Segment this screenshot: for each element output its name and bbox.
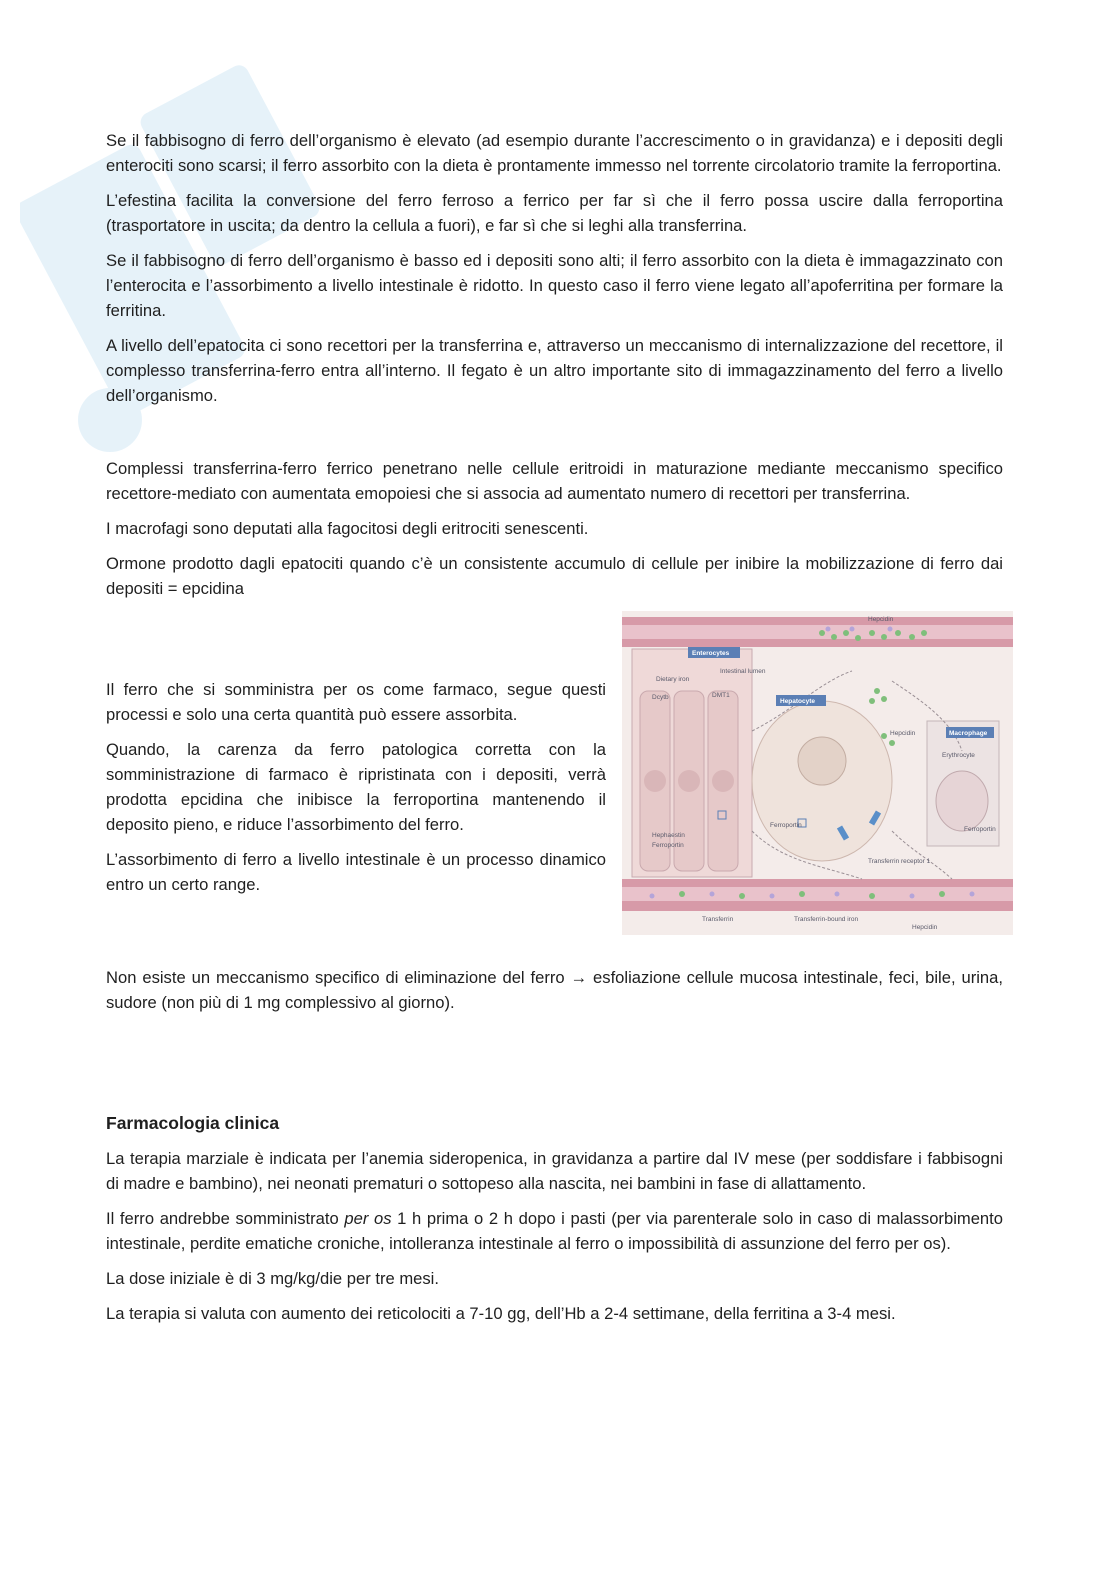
label-ferroportin-left: Ferroportin bbox=[652, 842, 684, 849]
paragraph: La dose iniziale è di 3 mg/kg/die per tre mesi. bbox=[106, 1269, 439, 1288]
label-erythrocyte: Erythrocyte bbox=[942, 752, 975, 759]
italic-term: per os bbox=[344, 1209, 392, 1228]
paragraph: Se il fabbisogno di ferro dell’organismo è basso ed i depositi sono alti; il ferro assorbito con la dieta è immagazzinato con l’enterocita e l’assorbimento a livello intestinale è ridotto. In questo caso il ferro viene legato all’apoferritina per formare la ferritina. bbox=[106, 251, 1003, 320]
label-transferrin-receptor: Transferrin receptor 1 bbox=[868, 858, 931, 865]
document-page bbox=[106, 128, 1003, 1336]
label-dietary-iron: Dietary iron bbox=[656, 676, 690, 683]
paragraph: L’assorbimento di ferro a livello intestinale è un processo dinamico entro un certo range. bbox=[106, 850, 606, 894]
label-ferroportin-mid: Ferroportin bbox=[770, 822, 802, 829]
paragraph: A livello dell’epatocita ci sono recettori per la transferrina e, attraverso un meccanismo di internalizzazione del recettore, il complesso transferrina-ferro entra all’interno. Il fegato è un altro importante sito di immagazzinamento del ferro a livello dell’organismo. bbox=[106, 336, 1003, 405]
text-figure-row bbox=[106, 611, 1003, 935]
float-text-column bbox=[106, 611, 606, 907]
iron-metabolism-figure bbox=[622, 611, 1013, 935]
paragraph: Ormone prodotto dagli epatociti quando c’è un consistente accumulo di cellule per inibire la mobilizzazione di ferro dai depositi = epcidina bbox=[106, 554, 1003, 598]
paragraph: Il ferro che si somministra per os come farmaco, segue questi processi e solo una certa quantità può essere assorbita. bbox=[106, 680, 606, 724]
paragraph: Se il fabbisogno di ferro dell’organismo è elevato (ad esempio durante l’accrescimento o in gravidanza) e i depositi degli enterociti sono scarsi; il ferro assorbito con la dieta è prontamente immesso nel torrente circolatorio tramite la ferroportina. bbox=[106, 131, 1003, 175]
paragraph bbox=[106, 1206, 1003, 1256]
label-dmt1: DMT1 bbox=[712, 692, 730, 699]
paragraph-text: 1 h prima o 2 h dopo i pasti (per via parenterale solo in caso di malassorbimento intestinale, perdite ematiche croniche, intolleranza intestinale al ferro o impossibilità di assunzione del ferro per os). bbox=[106, 1209, 1003, 1253]
paragraph-text: Il ferro andrebbe somministrato bbox=[106, 1209, 345, 1228]
paragraph: La terapia marziale è indicata per l’anemia sideropenica, in gravidanza a partire dal IV mese (per soddisfare i fabbisogni di madre e bambino), nei neonati prematuri o sottopeso alla nascita, nei bambini in fase di allattamento. bbox=[106, 1149, 1003, 1193]
label-hephaestin: Hephaestin bbox=[652, 832, 685, 839]
label-ferroportin-right: Ferroportin bbox=[964, 826, 996, 833]
label-hepcidin-top: Hepcidin bbox=[868, 616, 894, 623]
paragraph: L’efestina facilita la conversione del ferro ferroso a ferrico per far sì che il ferro possa uscire dalla ferroportina (trasportatore in uscita; da dentro la cellula a fuori), e far sì che si leghi alla transferrina. bbox=[106, 191, 1003, 235]
label-intestinal-lumen: Intestinal lumen bbox=[720, 668, 766, 675]
label-dcytb: Dcytb bbox=[652, 694, 669, 701]
label-hepcidin-mid: Hepcidin bbox=[890, 730, 916, 737]
paragraph: I macrofagi sono deputati alla fagocitosi degli eritrociti senescenti. bbox=[106, 519, 589, 538]
label-transferrin: Transferrin bbox=[702, 916, 734, 923]
paragraph: La terapia si valuta con aumento dei reticolociti a 7-10 gg, dell’Hb a 2-4 settimane, della ferritina a 3-4 mesi. bbox=[106, 1304, 896, 1323]
label-hepatocyte: Hepatocyte bbox=[780, 698, 816, 705]
label-enterocytes: Enterocytes bbox=[692, 650, 730, 657]
label-transferrin-bound-iron: Transferrin-bound iron bbox=[794, 916, 859, 923]
paragraph: Complessi transferrina-ferro ferrico penetrano nelle cellule eritroidi in maturazione mediante meccanismo specifico recettore-mediato con aumentata emopoiesi che si associa ad aumentato numero di recettori per transferrina. bbox=[106, 459, 1003, 503]
paragraph: Quando, la carenza da ferro patologica corretta con la somministrazione di farmaco è ripristinata con i depositi, verrà prodotta epcidina che inibisce la ferroportina mantenendo il deposito pieno, e riduce l’assorbimento del ferro. bbox=[106, 740, 606, 834]
section-title: Farmacologia clinica bbox=[106, 1113, 280, 1133]
label-macrophage: Macrophage bbox=[949, 730, 988, 737]
paragraph: Non esiste un meccanismo specifico di eliminazione del ferro → esfoliazione cellule mucosa intestinale, feci, bile, urina, sudore (non più di 1 mg complessivo al giorno). bbox=[106, 968, 1003, 1012]
label-hepcidin-bottom: Hepcidin bbox=[912, 924, 938, 931]
